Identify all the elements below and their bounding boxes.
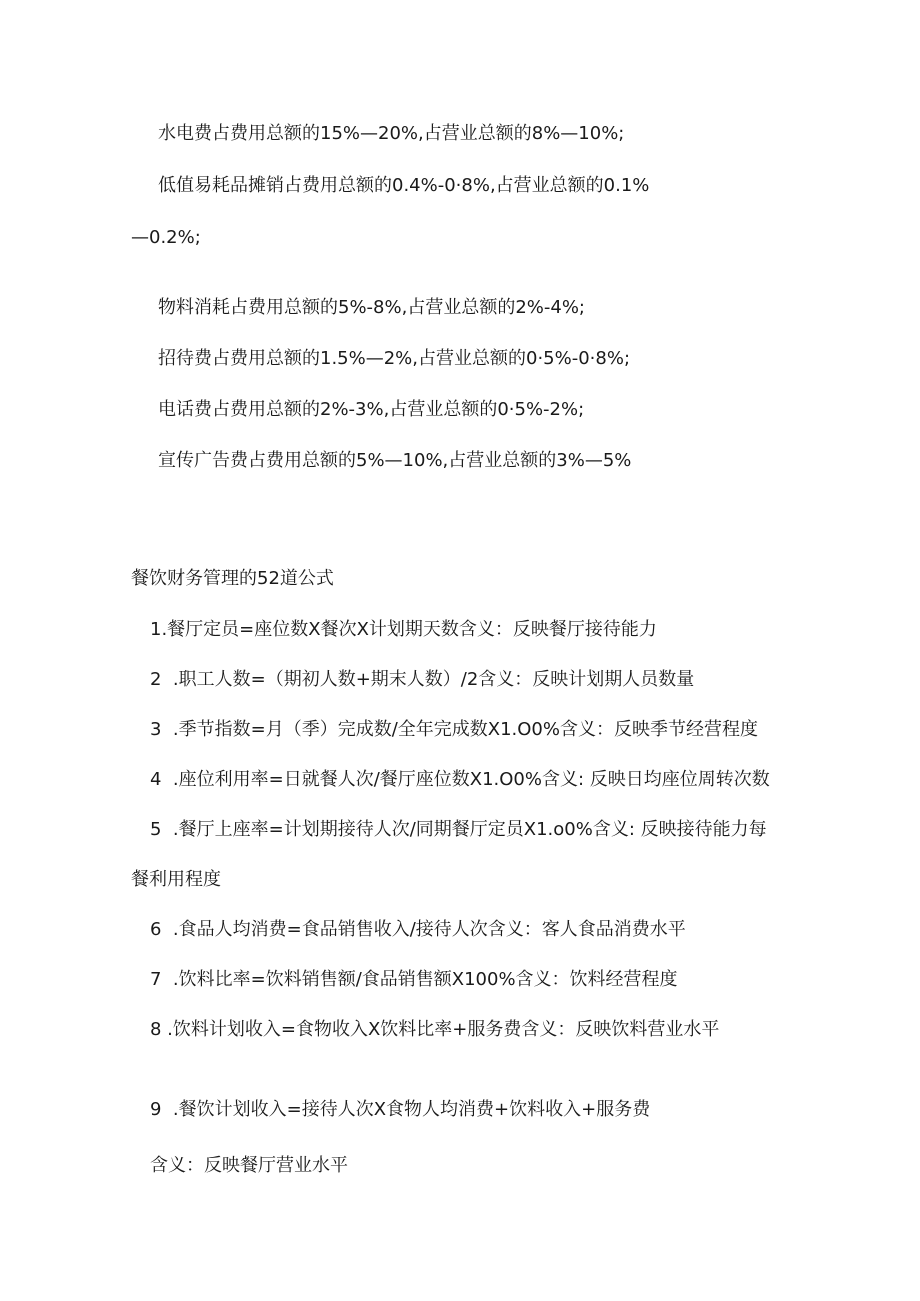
formula-6: 6 .食品人均消费=食品销售收入/接待人次含义：客人食品消费水平 <box>150 919 686 940</box>
formula-2: 2 .职工人数=（期初人数+期末人数）/2含义：反映计划期人员数量 <box>150 669 695 690</box>
ratio-line-materials: 物料消耗占费用总额的5%-8%,占营业总额的2%-4%; <box>158 297 585 318</box>
ratio-line-entertainment: 招待费占费用总额的1.5%—2%,占营业总额的0·5%-0·8%; <box>158 348 631 369</box>
formula-9-meaning: 含义：反映餐厅营业水平 <box>150 1155 348 1176</box>
formula-1: 1.餐厅定员=座位数X餐次X计划期天数含义：反映餐厅接待能力 <box>150 619 657 640</box>
formula-3: 3 .季节指数=月（季）完成数/全年完成数X1.O0%含义：反映季节经营程度 <box>150 719 758 740</box>
section-title: 餐饮财务管理的52道公式 <box>131 568 334 589</box>
ratio-line-advertising: 宣传广告费占费用总额的5%—10%,占营业总额的3%—5% <box>158 450 632 471</box>
ratio-line-telephone: 电话费占费用总额的2%-3%,占营业总额的0·5%-2%; <box>158 399 585 420</box>
formula-8: 8 .饮料计划收入=食物收入X饮料比率+服务费含义：反映饮料营业水平 <box>150 1019 720 1040</box>
ratio-line-consumables-cont: —0.2%; <box>131 227 201 248</box>
ratio-line-consumables: 低值易耗品摊销占费用总额的0.4%-0·8%,占营业总额的0.1% <box>158 175 650 196</box>
formula-7: 7 .饮料比率=饮料销售额/食品销售额X100%含义：饮料经营程度 <box>150 969 678 990</box>
formula-5: 5 .餐厅上座率=计划期接待人次/同期餐厅定员X1.o0%含义: 反映接待能力每 <box>150 819 767 840</box>
formula-4: 4 .座位利用率=日就餐人次/餐厅座位数X1.O0%含义: 反映日均座位周转次数 <box>150 769 770 790</box>
ratio-line-water-electricity: 水电费占费用总额的15%—20%,占营业总额的8%—10%; <box>158 123 625 144</box>
formula-5-cont: 餐利用程度 <box>131 869 221 890</box>
formula-9: 9 .餐饮计划收入=接待人次X食物人均消费+饮料收入+服务费 <box>150 1099 651 1120</box>
